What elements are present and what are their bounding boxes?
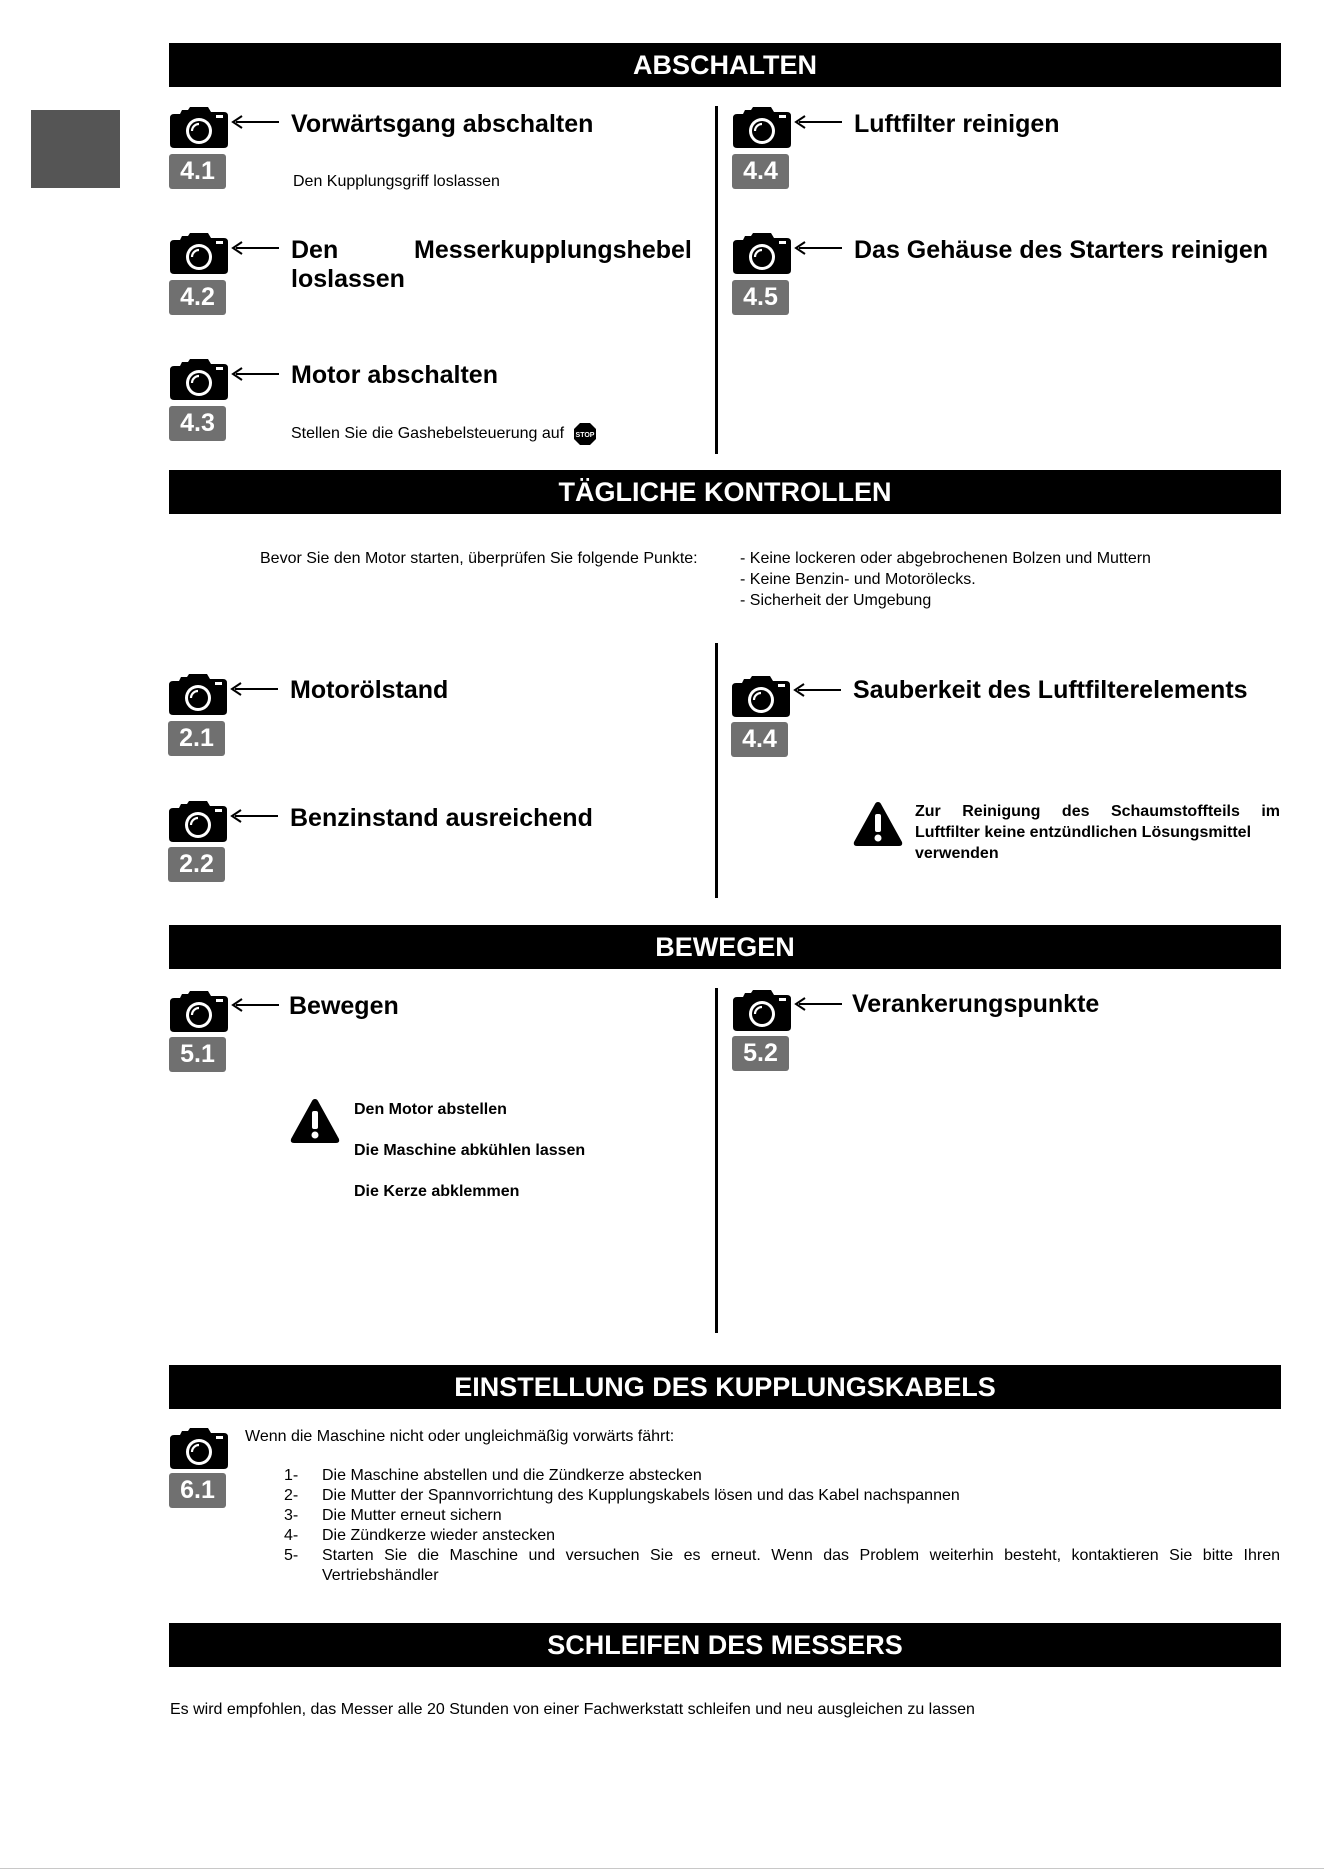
step-heading: Benzinstand ausreichend [290, 804, 593, 832]
camera-icon [168, 1425, 230, 1471]
section-header-bewegen: BEWEGEN [169, 925, 1281, 969]
camera-icon [168, 988, 230, 1034]
procedure-steps [284, 1466, 1280, 1586]
left-arrow-icon [793, 996, 843, 1012]
step-number: 3- [284, 1507, 299, 1524]
column-divider [715, 643, 718, 898]
checklist-point: - Keine Benzin- und Motorölecks. [740, 571, 976, 588]
left-arrow-icon [229, 681, 279, 697]
camera-icon [167, 671, 229, 717]
step-heading: Motor abschalten [291, 361, 498, 389]
camera-icon [168, 104, 230, 150]
step-heading: Verankerungspunkte [852, 990, 1100, 1018]
warning-text-line: Den Motor abstellen [354, 1101, 507, 1118]
step-text [291, 422, 597, 446]
figure-badge: 4.3 [169, 406, 226, 441]
maintenance-note: Es wird empfohlen, das Messer alle 20 Stunden von einer Fachwerkstatt schleifen und neu ausgleichen zu lassen [170, 1701, 975, 1718]
figure-badge: 5.2 [732, 1036, 789, 1071]
procedure-step [284, 1486, 1280, 1506]
step-text: Die Mutter der Spannvorrichtung des Kupplungskabels lösen und das Kabel nachspannen [322, 1487, 960, 1504]
figure-badge: 4.4 [731, 722, 788, 757]
figure-badge: 4.1 [169, 154, 226, 189]
warning-text-line: Die Kerze abklemmen [354, 1183, 520, 1200]
checklist-point: - Sicherheit der Umgebung [740, 592, 932, 609]
section-header-schleifen: SCHLEIFEN DES MESSERS [169, 1623, 1281, 1667]
step-heading: Motorölstand [290, 676, 449, 704]
step-text: Die Mutter erneut sichern [322, 1507, 502, 1524]
step-text: Den Kupplungsgriff loslassen [293, 173, 500, 190]
step-heading: Messerkupplungshebel [414, 236, 692, 264]
figure-badge: 4.4 [732, 154, 789, 189]
procedure-step [284, 1506, 1280, 1526]
camera-icon [730, 673, 792, 719]
figure-badge: 6.1 [169, 1473, 226, 1508]
column-divider [715, 988, 718, 1333]
camera-icon [168, 356, 230, 402]
step-heading: Sauberkeit des Luftfilterelements [853, 676, 1248, 704]
stop-sign-label: STOP [575, 432, 594, 439]
procedure-step [284, 1526, 1280, 1546]
left-arrow-icon [792, 682, 842, 698]
section-header-kupplung: EINSTELLUNG DES KUPPLUNGSKABELS [169, 1365, 1281, 1409]
warning-icon [289, 1097, 341, 1145]
checklist-intro: Bevor Sie den Motor starten, überprüfen Sie folgende Punkte: [260, 550, 698, 567]
warning-text-line: Luftfilter keine entzündlichen Lösungsmittel [915, 824, 1252, 841]
procedure-intro: Wenn die Maschine nicht oder ungleichmäßig vorwärts fährt: [245, 1428, 675, 1445]
warning-text-line: Zur Reinigung des Schaumstoffteils im [915, 803, 1280, 820]
figure-badge: 2.1 [168, 721, 225, 756]
figure-badge: 4.2 [169, 280, 226, 315]
section-header-abschalten: ABSCHALTEN [169, 43, 1281, 87]
figure-badge: 4.5 [732, 280, 789, 315]
section-side-tab [31, 110, 120, 188]
step-text: Die Zündkerze wieder anstecken [322, 1527, 556, 1544]
page-bottom-rule [0, 1868, 1324, 1869]
left-arrow-icon [230, 114, 280, 130]
camera-icon [731, 230, 793, 276]
step-heading: Das Gehäuse des Starters reinigen [854, 236, 1269, 264]
step-number: 1- [284, 1467, 299, 1484]
procedure-step [284, 1546, 1280, 1586]
checklist-point: - Keine lockeren oder abgebrochenen Bolzen und Muttern [740, 550, 1151, 567]
left-arrow-icon [793, 114, 843, 130]
camera-icon [168, 230, 230, 276]
step-text: Die Maschine abstellen und die Zündkerze abstecken [322, 1467, 702, 1484]
step-text: Starten Sie die Maschine und versuchen Sie es erneut. Wenn das Problem weiterhin besteht, kontaktieren Sie bitte Ihren Vertriebshändler [322, 1547, 1280, 1584]
warning-text-line: Die Maschine abkühlen lassen [354, 1142, 586, 1159]
left-arrow-icon [230, 997, 280, 1013]
step-heading: Bewegen [289, 992, 399, 1020]
step-number: 2- [284, 1487, 299, 1504]
step-number: 4- [284, 1527, 299, 1544]
step-heading: Vorwärtsgang abschalten [291, 110, 594, 138]
camera-icon [731, 987, 793, 1033]
figure-badge: 2.2 [168, 847, 225, 882]
step-heading: Den [291, 236, 339, 264]
step-number: 5- [284, 1547, 299, 1564]
left-arrow-icon [230, 366, 280, 382]
left-arrow-icon [230, 240, 280, 256]
section-header-kontrollen: TÄGLICHE KONTROLLEN [169, 470, 1281, 514]
column-divider [715, 106, 718, 454]
step-text-label: Stellen Sie die Gashebelsteuerung auf [291, 425, 565, 443]
step-heading: loslassen [291, 265, 405, 293]
stop-sign-icon [573, 422, 597, 446]
warning-icon [852, 800, 904, 848]
camera-icon [167, 798, 229, 844]
left-arrow-icon [229, 808, 279, 824]
warning-text-line: verwenden [915, 845, 999, 862]
figure-badge: 5.1 [169, 1037, 226, 1072]
procedure-step [284, 1466, 1280, 1486]
camera-icon [731, 104, 793, 150]
step-heading: Luftfilter reinigen [854, 110, 1060, 138]
left-arrow-icon [793, 240, 843, 256]
